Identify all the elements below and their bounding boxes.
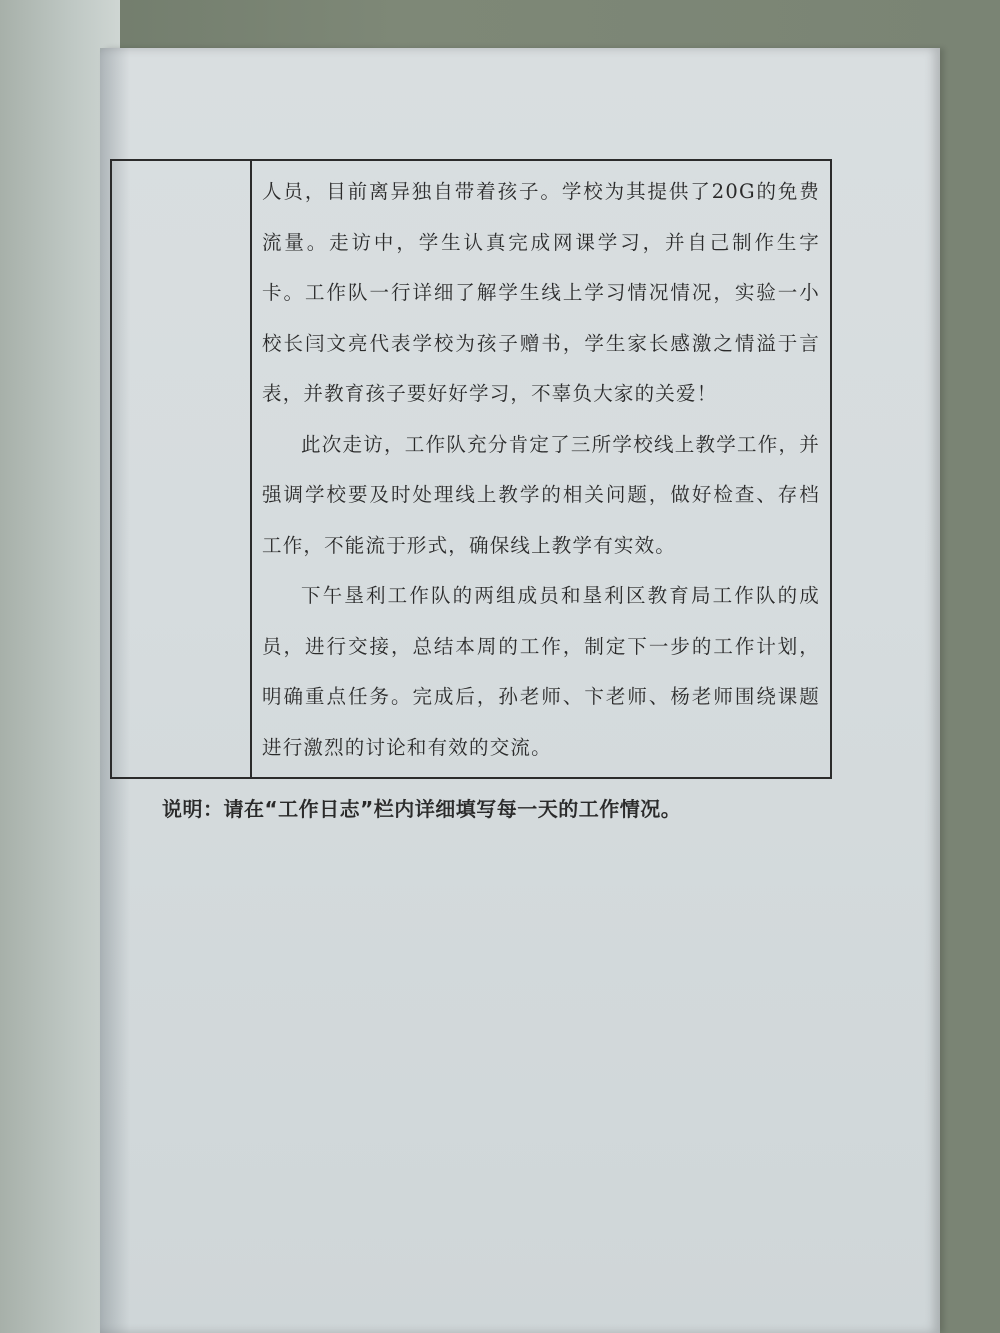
log-paragraph-3: 下午垦利工作队的两组成员和垦利区教育局工作队的成员，进行交接，总结本周的工作，制定下一步的工作计划，明确重点任务。完成后，孙老师、卞老师、杨老师围绕课题进行激烈的讨论和有效的交流。: [262, 584, 820, 759]
document-page: [100, 48, 940, 1333]
log-paragraph-1: 人员，目前离异独自带着孩子。学校为其提供了20G的免费流量。走访中，学生认真完成网课学习，并自己制作生字卡。工作队一行详细了解学生线上学习情况情况，实验一小校长闫文亮代表学校为孩子赠书，学生家长感激之情溢于言表，并教育孩子要好好学习，不辜负大家的关爱！: [262, 180, 820, 405]
log-paragraph-2: 此次走访，工作队充分肯定了三所学校线上教学工作，并强调学校要及时处理线上教学的相关问题，做好检查、存档工作，不能流于形式，确保线上教学有实效。: [262, 432, 820, 557]
table-label-column: [112, 161, 252, 777]
work-log-table: [110, 159, 832, 779]
work-log-content-cell: [252, 161, 830, 777]
instruction-note: 说明：请在“工作日志”栏内详细填写每一天的工作情况。: [162, 797, 682, 821]
